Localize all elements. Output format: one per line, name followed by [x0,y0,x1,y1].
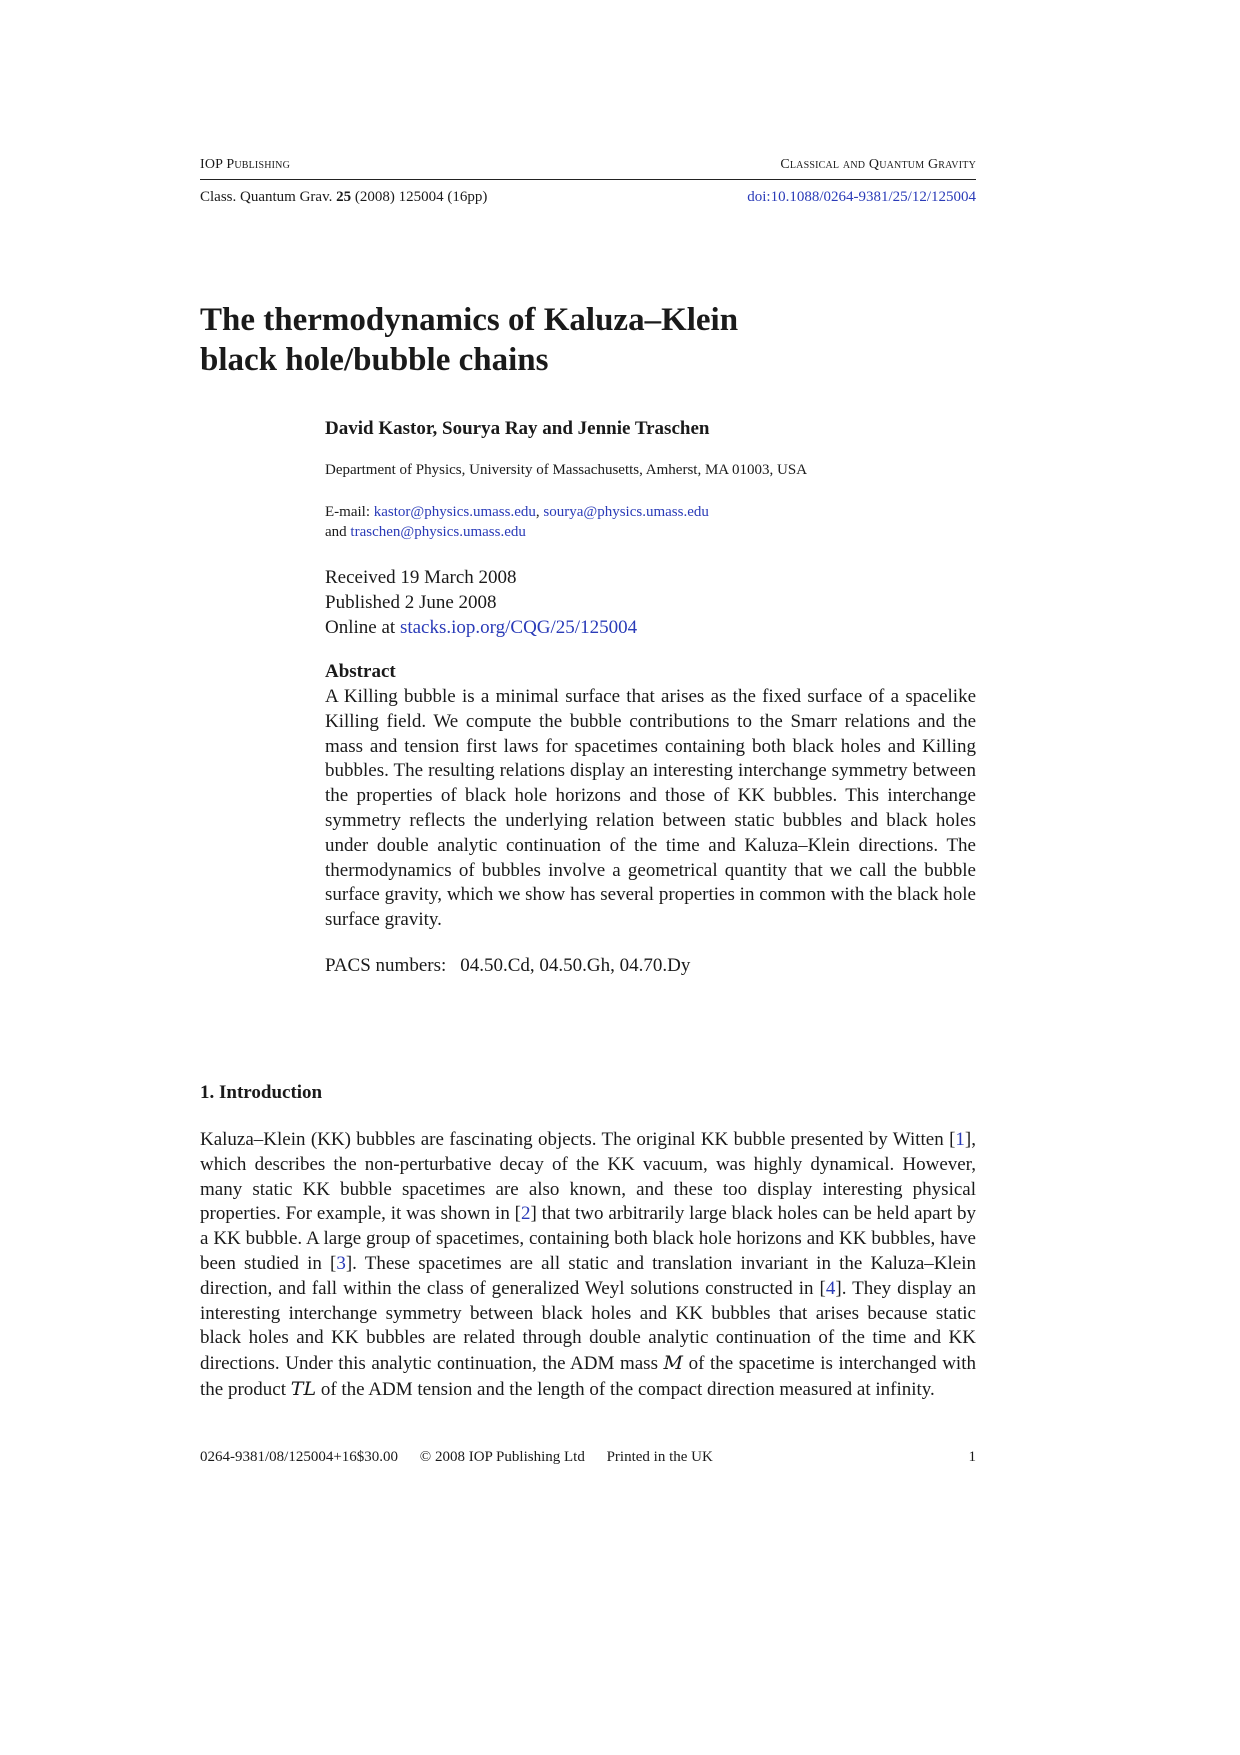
citation-ref-1[interactable]: 1 [955,1129,965,1150]
email-block [325,502,976,542]
pacs-line [325,955,976,977]
page-footer [200,1449,976,1466]
running-header [200,157,976,180]
email-label: E-mail: [325,504,370,520]
affiliation: Department of Physics, University of Massachusetts, Amherst, MA 01003, USA [325,462,808,478]
footer-code: 0264-9381/08/125004+16$30.00 [200,1449,399,1465]
title-line-1: The thermodynamics of Kaluza–Klein [200,302,739,338]
email-separator: , [535,504,540,520]
online-label: Online at [325,617,396,638]
introduction-paragraph [200,1128,976,1403]
intro-text-3: ] that two arbitrarily large black holes can be held apart by a KK bubble. A large group of spacetimes, containing both black hole horizons and KK bubbles, have been studied in [ [200,1203,976,1274]
symbol-adm-mass: M [663,1352,683,1375]
citation-ref-2[interactable]: 2 [521,1203,531,1225]
publisher-name: IOP Publishing [200,157,291,172]
email-link-kastor[interactable]: kastor@physics.umass.edu [373,504,536,520]
intro-text-1: Kaluza–Klein (KK) bubbles are fascinating objects. The original KK bubble presented by Witten [ [200,1129,956,1150]
online-url-link[interactable]: stacks.iop.org/CQG/25/125004 [399,617,638,638]
citation-ref-3[interactable]: 3 [336,1252,346,1274]
title-line-2: black hole/bubble chains [200,342,549,378]
citation [200,189,487,206]
intro-text-7: of the ADM tension and the length of the compact direction measured at infinity. [316,1378,935,1400]
intro-text-2: ], which describes the non-perturbative decay of the KK vacuum, was highly dynamical. However, many static KK bubble spacetimes are also known, and these too display interesting physical properties. For example, it was shown in [ [200,1129,976,1225]
online-line [325,615,976,640]
intro-text-4: ]. These spacetimes are all static and translation invariant in the Kaluza–Klein direction, and fall within the class of generalized Weyl solutions constructed in [ [200,1252,977,1299]
citation-prefix: Class. Quantum Grav. [200,189,333,205]
email-and: and [325,524,347,540]
abstract-heading: Abstract [325,661,396,682]
paper-title [200,300,900,380]
received-date: Received 19 March 2008 [325,567,517,588]
publication-dates [325,565,976,640]
citation-volume: 25 [336,189,352,205]
citation-ref-4[interactable]: 4 [825,1277,836,1299]
page-number: 1 [968,1449,976,1465]
footer-copyright: © 2008 IOP Publishing Ltd [419,1449,585,1465]
section-heading-introduction: 1. Introduction [200,1082,323,1103]
doi-link[interactable]: doi:10.1088/0264-9381/25/12/125004 [747,189,976,205]
journal-name: Classical and Quantum Gravity [780,157,976,172]
citation-suffix: (2008) 125004 (16pp) [354,189,488,205]
footer-left [200,1449,731,1465]
abstract-text: A Killing bubble is a minimal surface that arises as the fixed surface of a spacelike Killing field. We compute the bubble contributions to the Smarr relations and the mass and tension first laws for spacetimes containing both black holes and Killing bubbles. The resulting relations display an interesting interchange symmetry between the properties of black hole horizons and those of KK bubbles. This interchange symmetry reflects the underlying relation between static bubbles and black holes under double analytic continuation of the time and Kaluza–Klein directions. The thermodynamics of bubbles involve a geometrical quantity that we call the bubble surface gravity, which we show has several properties in common with the black hole surface gravity. [325,686,976,931]
pacs-label: PACS numbers: [325,955,447,976]
intro-text-6: of the spacetime is interchanged with the product [200,1353,976,1400]
intro-text-5: ]. They display an interesting interchange symmetry between black holes and KK bubbles that arises because static black holes and KK bubbles are related through double analytic continuation of the time and KK directions. Under this analytic continuation, the ADM mass [200,1277,977,1375]
footer-printed: Printed in the UK [606,1449,713,1465]
symbol-tension-length: TL [290,1377,317,1400]
pacs-codes: 04.50.Cd, 04.50.Gh, 04.70.Dy [460,955,691,976]
email-link-sourya[interactable]: sourya@physics.umass.edu [543,504,709,520]
author-list: David Kastor, Sourya Ray and Jennie Traschen [325,418,710,439]
email-link-traschen[interactable]: traschen@physics.umass.edu [350,524,526,540]
published-date: Published 2 June 2008 [325,592,497,613]
